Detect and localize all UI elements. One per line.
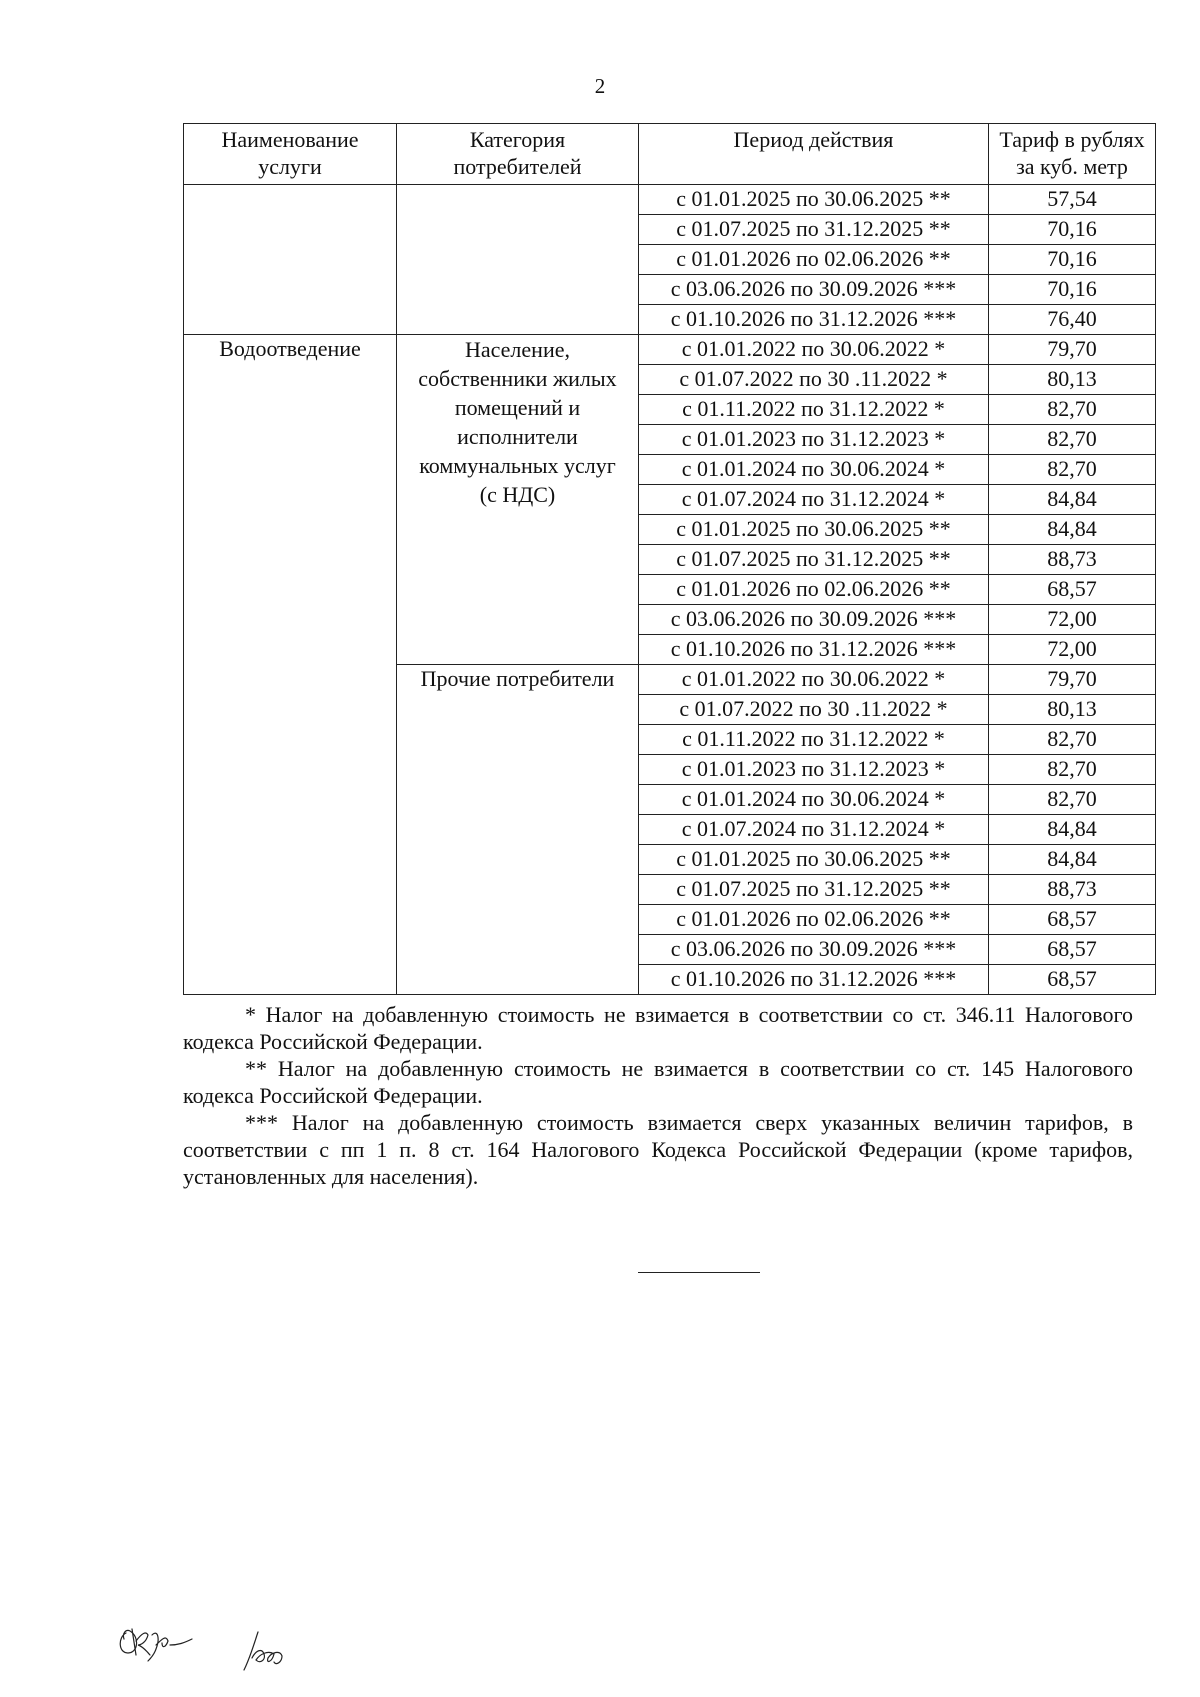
- rate-cell: 70,16: [989, 215, 1156, 245]
- rate-cell: 82,70: [989, 455, 1156, 485]
- rate-cell: 79,70: [989, 665, 1156, 695]
- table-body: [184, 185, 1156, 995]
- table-row: [184, 335, 1156, 365]
- rate-cell: 84,84: [989, 485, 1156, 515]
- category-line: исполнители: [457, 424, 578, 449]
- period-cell: с 01.10.2026 по 31.12.2026 ***: [639, 635, 989, 665]
- period-cell: с 01.07.2022 по 30 .11.2022 *: [639, 695, 989, 725]
- header-rate-line-1: Тариф в рублях: [999, 127, 1145, 152]
- header-category-line-1: Категория: [469, 127, 566, 152]
- period-cell: с 01.11.2022 по 31.12.2022 *: [639, 725, 989, 755]
- category-line: собственники жилых: [418, 366, 617, 391]
- header-category: [397, 124, 639, 185]
- rate-cell: 79,70: [989, 335, 1156, 365]
- period-cell: с 01.01.2023 по 31.12.2023 *: [639, 425, 989, 455]
- period-cell: с 01.07.2024 по 31.12.2024 *: [639, 485, 989, 515]
- period-cell: с 01.01.2024 по 30.06.2024 *: [639, 455, 989, 485]
- category-line: коммунальных услуг: [419, 453, 616, 478]
- header-rate-line-2: за куб. метр: [1016, 154, 1128, 179]
- category-line: помещений и: [454, 395, 581, 420]
- rate-cell: 76,40: [989, 305, 1156, 335]
- period-cell: с 01.01.2025 по 30.06.2025 **: [639, 515, 989, 545]
- rate-cell: 82,70: [989, 395, 1156, 425]
- rate-cell: 72,00: [989, 605, 1156, 635]
- period-cell: с 01.01.2025 по 30.06.2025 **: [639, 185, 989, 215]
- period-cell: с 01.11.2022 по 31.12.2022 *: [639, 395, 989, 425]
- period-cell: с 01.01.2022 по 30.06.2022 *: [639, 335, 989, 365]
- table-row: [184, 185, 1156, 215]
- period-cell: с 01.01.2026 по 02.06.2026 **: [639, 575, 989, 605]
- category-line: Население,: [464, 337, 570, 362]
- period-cell: с 01.07.2025 по 31.12.2025 **: [639, 875, 989, 905]
- rate-cell: 84,84: [989, 515, 1156, 545]
- rate-cell: 68,57: [989, 905, 1156, 935]
- signature-initials-left: [112, 1615, 212, 1663]
- period-cell: с 01.01.2022 по 30.06.2022 *: [639, 665, 989, 695]
- rate-cell: 88,73: [989, 875, 1156, 905]
- rate-cell: 68,57: [989, 935, 1156, 965]
- rate-cell: 57,54: [989, 185, 1156, 215]
- page-number: 2: [594, 74, 606, 98]
- rate-cell: 82,70: [989, 785, 1156, 815]
- period-cell: с 01.01.2026 по 02.06.2026 **: [639, 245, 989, 275]
- period-cell: с 01.10.2026 по 31.12.2026 ***: [639, 965, 989, 995]
- period-cell: с 01.07.2024 по 31.12.2024 *: [639, 815, 989, 845]
- header-service: [184, 124, 397, 185]
- rate-cell: 72,00: [989, 635, 1156, 665]
- period-cell: с 01.01.2024 по 30.06.2024 *: [639, 785, 989, 815]
- header-period: Период действия: [639, 124, 989, 185]
- category-cell-population: [397, 335, 639, 665]
- rate-cell: 70,16: [989, 275, 1156, 305]
- rate-cell: 70,16: [989, 245, 1156, 275]
- rate-cell: 68,57: [989, 965, 1156, 995]
- footnote-3: *** Налог на добавленную стоимость взимается сверх указанных величин тарифов, в соответствии с пп 1 п. 8 ст. 164 Налогового Кодекса Российской Федерации (кроме тарифов, установленных для населения).: [183, 1110, 1133, 1189]
- header-rate: [989, 124, 1156, 185]
- period-cell: с 03.06.2026 по 30.09.2026 ***: [639, 605, 989, 635]
- rate-cell: 80,13: [989, 695, 1156, 725]
- category-line: (с НДС): [479, 482, 556, 507]
- period-cell: с 01.01.2025 по 30.06.2025 **: [639, 845, 989, 875]
- header-service-line-1: Наименование: [221, 127, 359, 152]
- rate-cell: 82,70: [989, 725, 1156, 755]
- period-cell: с 01.10.2026 по 31.12.2026 ***: [639, 305, 989, 335]
- header-category-line-2: потребителей: [453, 154, 582, 179]
- service-name-cell: Водоотведение: [184, 335, 397, 995]
- header-service-line-2: услуги: [258, 154, 322, 179]
- rate-cell: 68,57: [989, 575, 1156, 605]
- footnote-2: ** Налог на добавленную стоимость не взимается в соответствии со ст. 145 Налогового кодекса Российской Федерации.: [183, 1056, 1133, 1108]
- rate-cell: 84,84: [989, 845, 1156, 875]
- service-cell-empty: [184, 185, 397, 335]
- footnotes: [183, 1001, 1133, 1190]
- closing-rule: [638, 1272, 760, 1273]
- rate-cell: 88,73: [989, 545, 1156, 575]
- period-cell: с 03.06.2026 по 30.09.2026 ***: [639, 275, 989, 305]
- period-cell: с 01.01.2026 по 02.06.2026 **: [639, 905, 989, 935]
- rate-cell: 80,13: [989, 365, 1156, 395]
- table-header-row: [184, 124, 1156, 185]
- period-cell: с 01.07.2025 по 31.12.2025 **: [639, 215, 989, 245]
- footnote-1: * Налог на добавленную стоимость не взимается в соответствии со ст. 346.11 Налогового кодекса Российской Федерации.: [183, 1002, 1133, 1054]
- tariff-table: [183, 123, 1156, 995]
- category-cell-other: Прочие потребители: [397, 665, 639, 995]
- period-cell: с 01.01.2023 по 31.12.2023 *: [639, 755, 989, 785]
- signature-initials-right: [238, 1628, 298, 1676]
- rate-cell: 82,70: [989, 755, 1156, 785]
- period-cell: с 01.07.2022 по 30 .11.2022 *: [639, 365, 989, 395]
- period-cell: с 01.07.2025 по 31.12.2025 **: [639, 545, 989, 575]
- rate-cell: 82,70: [989, 425, 1156, 455]
- rate-cell: 84,84: [989, 815, 1156, 845]
- period-cell: с 03.06.2026 по 30.09.2026 ***: [639, 935, 989, 965]
- category-cell-empty: [397, 185, 639, 335]
